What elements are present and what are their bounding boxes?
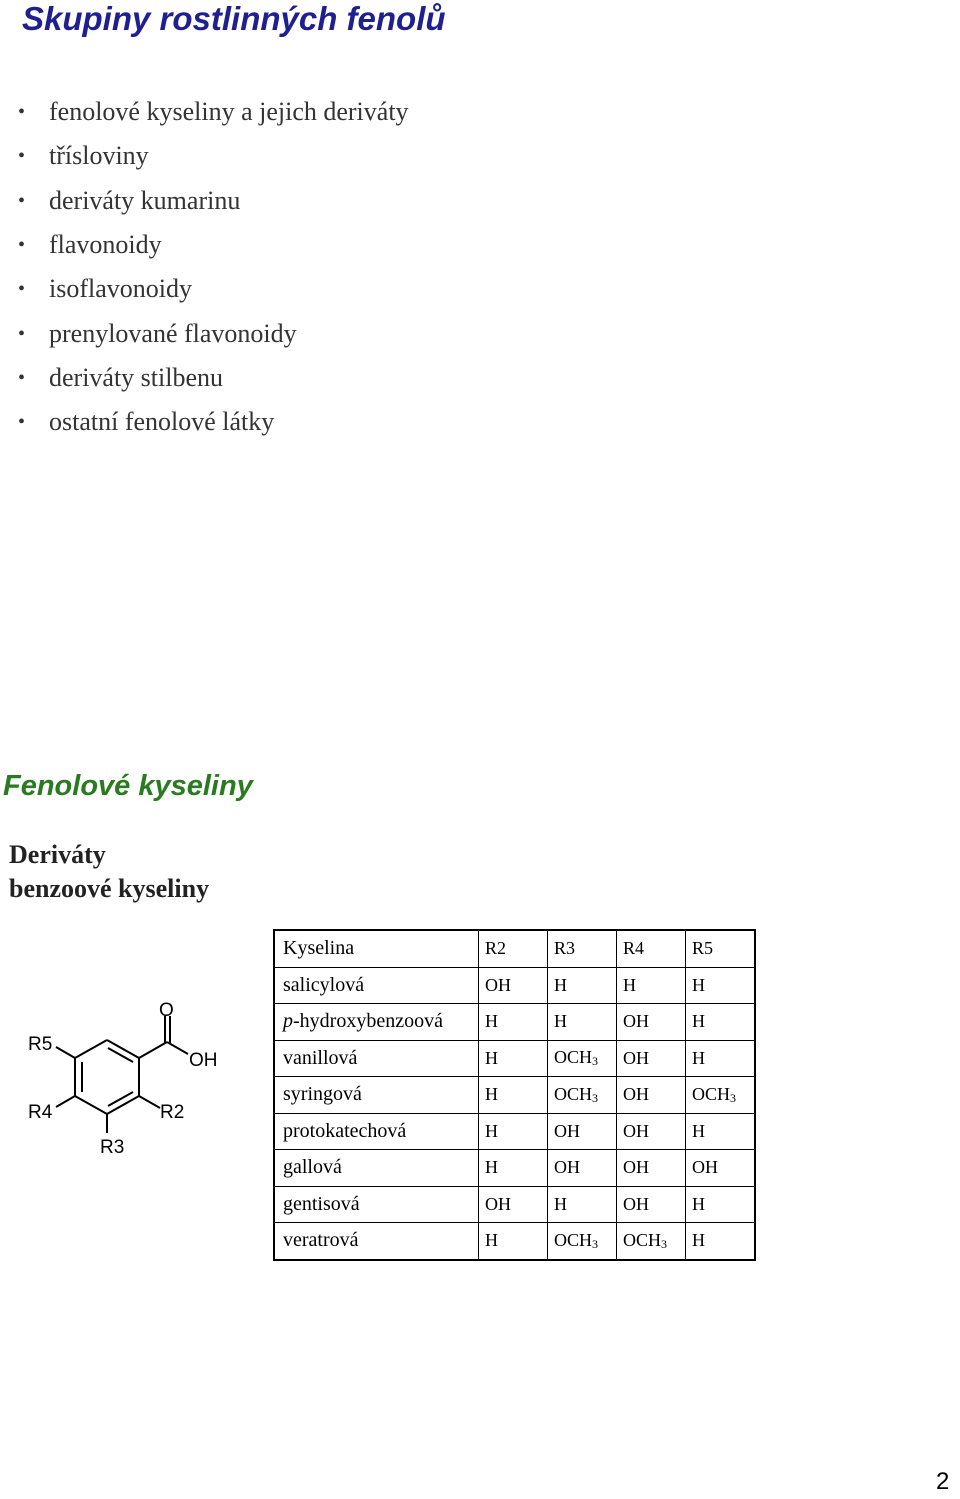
table-row — [274, 1150, 755, 1187]
substituent-cell: H — [479, 1223, 548, 1260]
table-row — [274, 1186, 755, 1223]
r2-label: R2 — [160, 1102, 185, 1123]
substituent-cell: H — [548, 1004, 617, 1041]
substituent-cell: $OCH_3$ — [686, 1077, 756, 1114]
r4-label: R4 — [28, 1102, 53, 1123]
phenol-groups-list — [18, 90, 409, 444]
benzoic-acid-structure — [20, 990, 230, 1175]
list-item — [18, 267, 409, 311]
list-item-text: prenylované flavonoidy — [49, 318, 297, 348]
header-r2: R2 — [479, 930, 548, 967]
bullet-icon: • — [18, 278, 26, 301]
substituent-cell: $OCH_3$ — [548, 1077, 617, 1114]
table-row — [274, 967, 755, 1004]
substituent-cell: H — [686, 1040, 756, 1077]
subheading — [9, 838, 209, 906]
list-item-text: isoflavonoidy — [49, 274, 192, 304]
bullet-icon: • — [18, 411, 26, 434]
substituent-cell: H — [686, 1004, 756, 1041]
bullet-icon: • — [18, 234, 26, 257]
header-r5: R5 — [686, 930, 756, 967]
section-title: Fenolové kyseliny — [3, 770, 253, 802]
list-item-text: deriváty stilbenu — [49, 362, 224, 392]
acid-name-cell: syringová — [274, 1077, 479, 1114]
r3-label: R3 — [100, 1137, 125, 1158]
acid-name-cell: gallová — [274, 1150, 479, 1187]
acid-name-cell: protokatechová — [274, 1113, 479, 1150]
list-item-text: flavonoidy — [49, 230, 162, 260]
r5-label: R5 — [28, 1034, 53, 1055]
table-row — [274, 1223, 755, 1260]
list-item — [18, 90, 409, 134]
acid-name-cell: gentisová — [274, 1186, 479, 1223]
substituent-cell: H — [617, 967, 686, 1004]
header-r3: R3 — [548, 930, 617, 967]
table-row — [274, 1113, 755, 1150]
header-acid: Kyselina — [274, 930, 479, 967]
substituent-cell: OH — [617, 1113, 686, 1150]
acid-name-cell: vanillová — [274, 1040, 479, 1077]
substituent-cell: OH — [479, 967, 548, 1004]
substituent-cell: OH — [617, 1186, 686, 1223]
substituent-cell: H — [479, 1150, 548, 1187]
substituent-cell: H — [686, 1223, 756, 1260]
substituent-cell: OH — [617, 1040, 686, 1077]
substituent-cell: OH — [548, 1150, 617, 1187]
substituent-cell: OH — [617, 1004, 686, 1041]
substituent-cell: $OCH_3$ — [617, 1223, 686, 1260]
substituent-cell: H — [686, 967, 756, 1004]
substituent-cell: OH — [617, 1077, 686, 1114]
list-item-text: fenolové kyseliny a jejich deriváty — [49, 97, 409, 127]
substituent-cell: H — [479, 1113, 548, 1150]
page-number: 2 — [936, 1468, 950, 1495]
oxygen-label: O — [159, 1000, 174, 1021]
list-item — [18, 223, 409, 267]
hydroxyl-label: OH — [189, 1050, 218, 1071]
bullet-icon: • — [18, 145, 26, 168]
substituent-cell: H — [686, 1113, 756, 1150]
table-header-row — [274, 930, 755, 967]
substituent-cell: OH — [686, 1150, 756, 1187]
substituent-cell: H — [479, 1040, 548, 1077]
list-item — [18, 179, 409, 223]
acid-name-cell: veratrová — [274, 1223, 479, 1260]
substituent-cell: OH — [479, 1186, 548, 1223]
bullet-icon: • — [18, 366, 26, 389]
substituent-cell: H — [479, 1077, 548, 1114]
substituent-cell: H — [686, 1186, 756, 1223]
table-row — [274, 1004, 755, 1041]
subheading-line-2: benzoové kyseliny — [9, 874, 210, 903]
bullet-icon: • — [18, 101, 26, 124]
acid-name-cell: p-hydroxybenzoová — [274, 1004, 479, 1041]
list-item — [18, 134, 409, 178]
list-item-text: třísloviny — [49, 141, 149, 171]
substituent-cell: H — [548, 967, 617, 1004]
list-item-text: deriváty kumarinu — [49, 185, 241, 215]
benzoic-acid-derivatives-table — [273, 929, 756, 1261]
substituent-cell: OH — [548, 1113, 617, 1150]
bullet-icon: • — [18, 189, 26, 212]
subheading-line-1: Deriváty — [9, 840, 106, 869]
list-item — [18, 311, 409, 355]
substituent-cell: H — [548, 1186, 617, 1223]
table-row — [274, 1040, 755, 1077]
substituent-cell: H — [479, 1004, 548, 1041]
table-row — [274, 1077, 755, 1114]
substituent-cell: $OCH_3$ — [548, 1040, 617, 1077]
list-item — [18, 400, 409, 444]
substituent-cell: $OCH_3$ — [548, 1223, 617, 1260]
list-item — [18, 356, 409, 400]
acid-name-cell: salicylová — [274, 967, 479, 1004]
list-item-text: ostatní fenolové látky — [49, 407, 275, 437]
header-r4: R4 — [617, 930, 686, 967]
substituent-cell: OH — [617, 1150, 686, 1187]
bullet-icon: • — [18, 322, 26, 345]
page-title: Skupiny rostlinných fenolů — [22, 0, 446, 37]
